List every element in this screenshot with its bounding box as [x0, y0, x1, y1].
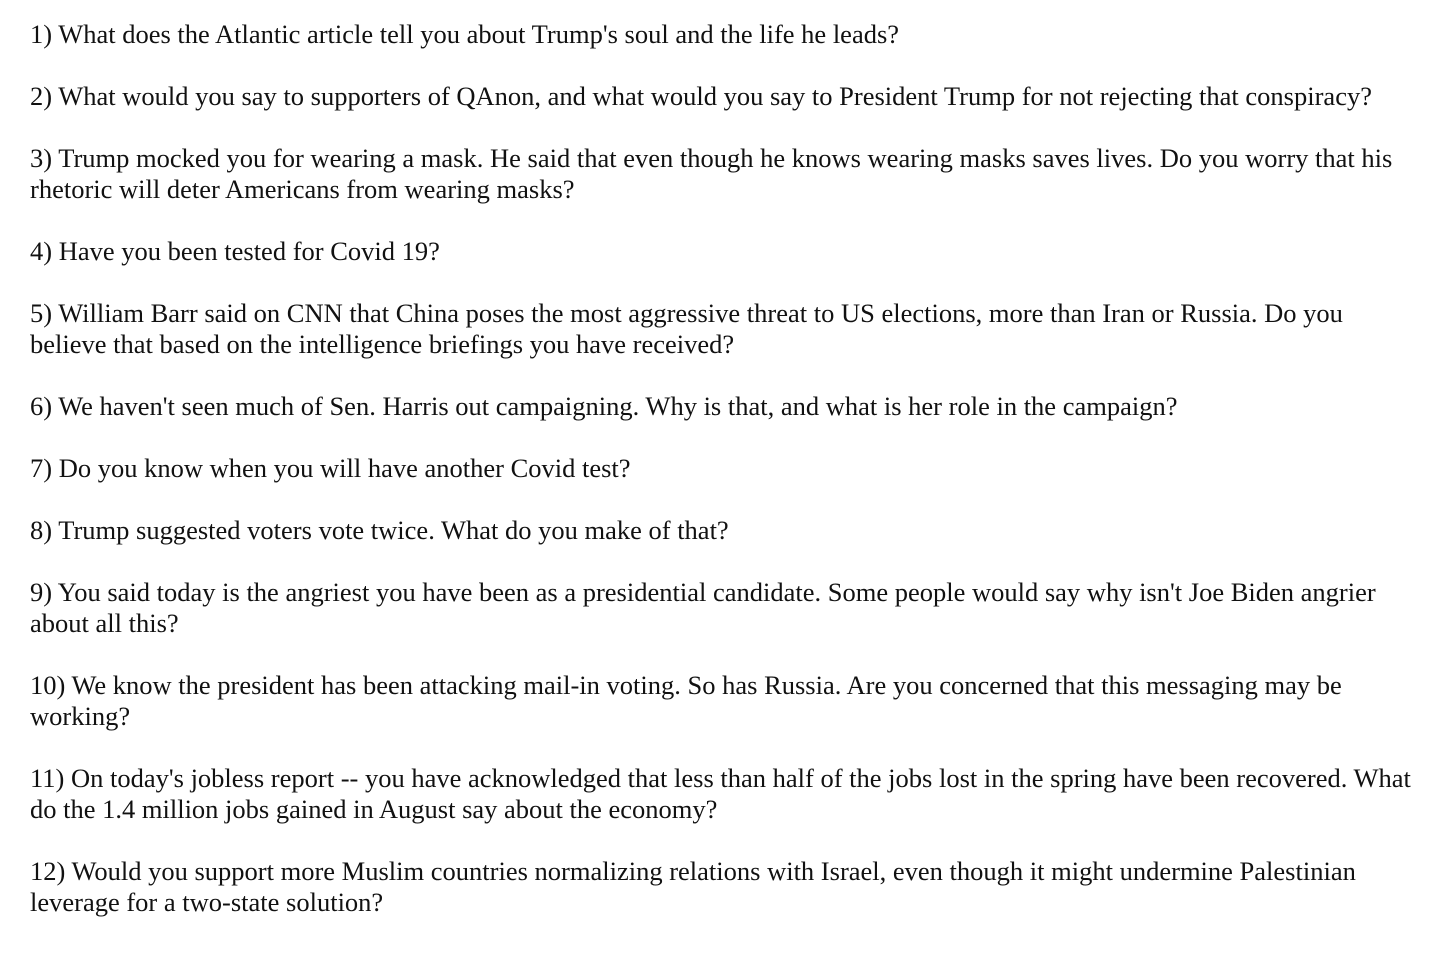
question-12: 12) Would you support more Muslim countries normalizing relations with Israel, even though it might undermine Palestinian leverage for a two-state solution?: [30, 856, 1356, 917]
question-1: 1) What does the Atlantic article tell you about Trump's soul and the life he leads?: [30, 19, 900, 49]
question-8: 8) Trump suggested voters vote twice. What do you make of that?: [30, 515, 729, 545]
question-3: 3) Trump mocked you for wearing a mask. He said that even though he knows wearing masks saves lives. Do you worry that his rhetoric will deter Americans from wearing masks?: [30, 143, 1393, 204]
question-list: [30, 19, 1425, 949]
question-6: 6) We haven't seen much of Sen. Harris out campaigning. Why is that, and what is her role in the campaign?: [30, 391, 1178, 421]
question-2: 2) What would you say to supporters of QAnon, and what would you say to President Trump for not rejecting that conspiracy?: [30, 81, 1372, 111]
question-11: 11) On today's jobless report -- you have acknowledged that less than half of the jobs lost in the spring have been recovered. What do the 1.4 million jobs gained in August say about the economy?: [30, 763, 1411, 824]
question-10: 10) We know the president has been attacking mail-in voting. So has Russia. Are you concerned that this messaging may be working?: [30, 670, 1342, 731]
question-5: 5) William Barr said on CNN that China poses the most aggressive threat to US elections, more than Iran or Russia. Do you believe that based on the intelligence briefings you have received?: [30, 298, 1343, 359]
question-4: 4) Have you been tested for Covid 19?: [30, 236, 440, 266]
question-7: 7) Do you know when you will have another Covid test?: [30, 453, 631, 483]
question-9: 9) You said today is the angriest you have been as a presidential candidate. Some people would say why isn't Joe Biden angrier about all this?: [30, 577, 1376, 638]
